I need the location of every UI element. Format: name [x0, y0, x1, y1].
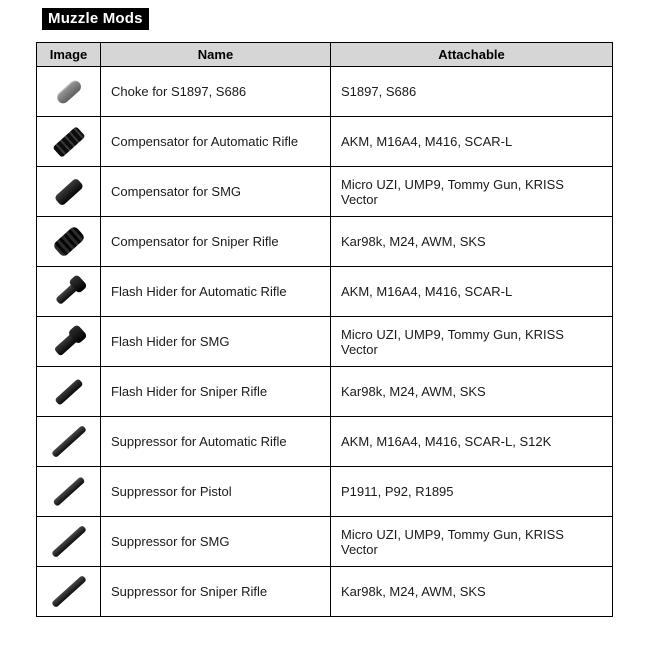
header-attachable: Attachable [331, 43, 613, 67]
table-row [37, 417, 613, 467]
table-row [37, 517, 613, 567]
mod-attachable: AKM, M16A4, M416, SCAR-L [331, 267, 613, 317]
mod-attachable: Kar98k, M24, AWM, SKS [331, 367, 613, 417]
compensator-smg-icon [53, 177, 83, 206]
suppressor-pistol-icon [52, 476, 85, 507]
mod-name: Compensator for SMG [101, 167, 331, 217]
mod-name: Compensator for Automatic Rifle [101, 117, 331, 167]
mod-name: Flash Hider for Automatic Rifle [101, 267, 331, 317]
mod-name: Suppressor for Sniper Rifle [101, 567, 331, 617]
mod-attachable: Micro UZI, UMP9, Tommy Gun, KRISS Vector [331, 517, 613, 567]
header-name: Name [101, 43, 331, 67]
header-image: Image [37, 43, 101, 67]
mod-attachable: AKM, M16A4, M416, SCAR-L, S12K [331, 417, 613, 467]
table-row [37, 317, 613, 367]
mod-name: Flash Hider for SMG [101, 317, 331, 367]
compensator-auto-rifle-icon [52, 126, 85, 158]
mod-attachable: AKM, M16A4, M416, SCAR-L [331, 117, 613, 167]
table-row [37, 167, 613, 217]
muzzle-mods-table [36, 42, 613, 617]
table-row [37, 217, 613, 267]
mod-name: Compensator for Sniper Rifle [101, 217, 331, 267]
mod-attachable: Kar98k, M24, AWM, SKS [331, 217, 613, 267]
mod-name: Suppressor for Automatic Rifle [101, 417, 331, 467]
flash-hider-sniper-rifle-icon [54, 378, 83, 405]
compensator-sniper-rifle-icon [52, 225, 86, 258]
table-row [37, 67, 613, 117]
table-row [37, 467, 613, 517]
table-row [37, 117, 613, 167]
suppressor-smg-icon [51, 525, 87, 558]
mod-attachable: Micro UZI, UMP9, Tommy Gun, KRISS Vector [331, 167, 613, 217]
mod-attachable: S1897, S686 [331, 67, 613, 117]
mod-attachable: Kar98k, M24, AWM, SKS [331, 567, 613, 617]
mod-name: Choke for S1897, S686 [101, 67, 331, 117]
table-row [37, 267, 613, 317]
mod-attachable: P1911, P92, R1895 [331, 467, 613, 517]
mod-name: Suppressor for Pistol [101, 467, 331, 517]
table-header-row [37, 43, 613, 67]
flash-hider-smg-icon [53, 327, 83, 356]
suppressor-sniper-rifle-icon [51, 575, 87, 608]
table-row [37, 367, 613, 417]
suppressor-auto-rifle-icon [51, 425, 87, 458]
choke-icon [54, 78, 83, 106]
mod-attachable: Micro UZI, UMP9, Tommy Gun, KRISS Vector [331, 317, 613, 367]
page-title: Muzzle Mods [42, 8, 149, 30]
mod-name: Flash Hider for Sniper Rifle [101, 367, 331, 417]
mod-name: Suppressor for SMG [101, 517, 331, 567]
flash-hider-auto-rifle-icon [55, 278, 83, 304]
table-row [37, 567, 613, 617]
